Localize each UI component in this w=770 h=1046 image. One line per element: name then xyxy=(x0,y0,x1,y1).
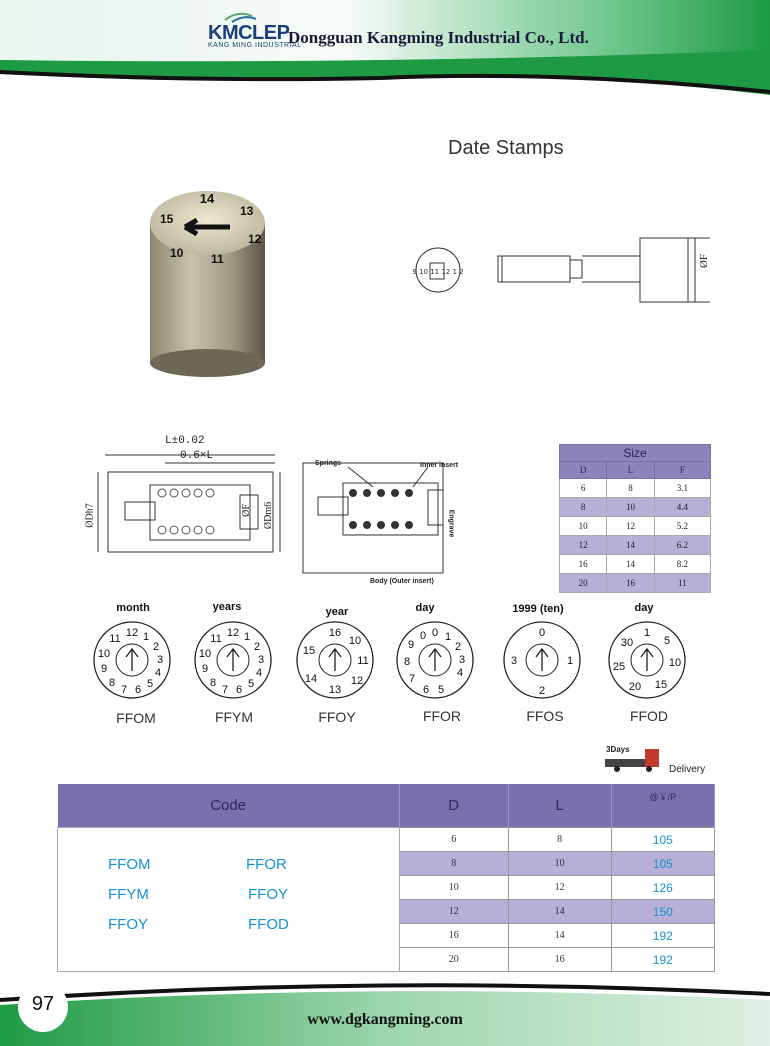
svg-text:14: 14 xyxy=(304,673,318,685)
code-item: FFOD xyxy=(248,916,289,933)
page-number: 97 xyxy=(31,993,55,1015)
size-row xyxy=(560,498,711,517)
svg-text:1: 1 xyxy=(243,631,251,643)
svg-text:10: 10 xyxy=(170,246,184,260)
dial-ffor xyxy=(397,622,473,698)
size-cell: 14 xyxy=(607,555,654,574)
d-cell: 20 xyxy=(399,948,508,972)
dh7-label: ØDh7 xyxy=(84,503,96,528)
l-cell: 10 xyxy=(508,852,611,876)
code-item: FFOR xyxy=(246,856,287,873)
length-dimension: L±0.02 xyxy=(165,435,205,447)
delivery-label: Delivery xyxy=(669,764,706,775)
svg-text:16: 16 xyxy=(328,627,342,639)
svg-text:1: 1 xyxy=(643,627,651,639)
svg-text:5: 5 xyxy=(247,678,255,690)
svg-text:10: 10 xyxy=(348,635,362,647)
size-cell: 20 xyxy=(560,574,607,593)
svg-text:7: 7 xyxy=(408,673,416,685)
footer-banner xyxy=(0,960,770,1046)
engrave-label: Engrave xyxy=(447,509,455,538)
svg-text:8: 8 xyxy=(108,677,116,689)
svg-text:13: 13 xyxy=(240,204,254,218)
size-cell: 10 xyxy=(560,517,607,536)
svg-text:6: 6 xyxy=(235,684,243,696)
d-cell: 16 xyxy=(399,924,508,948)
price-header-price: @￥/P xyxy=(611,784,714,828)
svg-text:3: 3 xyxy=(156,654,164,666)
dial-ffod xyxy=(609,622,685,698)
price-cell: 126 xyxy=(611,876,714,900)
svg-text:3: 3 xyxy=(458,654,466,666)
date-stamp-photo xyxy=(145,185,270,380)
svg-text:15: 15 xyxy=(302,645,316,657)
svg-text:4: 4 xyxy=(154,667,162,679)
svg-text:30: 30 xyxy=(620,637,634,649)
d-cell: 6 xyxy=(399,828,508,852)
delivery-days-badge: 3Days xyxy=(606,745,630,754)
company-logo: KMCLEP xyxy=(208,22,290,44)
svg-text:1: 1 xyxy=(566,655,574,667)
price-header-d: D xyxy=(399,784,508,828)
price-cell: 192 xyxy=(611,948,714,972)
l-cell: 16 xyxy=(508,948,611,972)
svg-text:5: 5 xyxy=(663,635,671,647)
d-cell: 8 xyxy=(399,852,508,876)
svg-text:13: 13 xyxy=(328,684,342,696)
price-cell: 105 xyxy=(611,852,714,876)
dial-top-label-years: years xyxy=(212,601,242,613)
svg-text:8: 8 xyxy=(209,677,217,689)
svg-text:5: 5 xyxy=(437,684,445,696)
svg-text:7: 7 xyxy=(120,684,128,696)
size-cell: 11 xyxy=(654,574,710,593)
svg-text:12: 12 xyxy=(125,627,139,639)
dial-code-ffoy: FFOY xyxy=(318,709,356,725)
svg-text:12: 12 xyxy=(248,232,262,246)
svg-text:7: 7 xyxy=(221,684,229,696)
company-logo-subtitle: KANG MING INDUSTRIAL xyxy=(208,42,302,49)
price-cell: 105 xyxy=(611,828,714,852)
size-cell: 14 xyxy=(607,536,654,555)
svg-text:9 10 11 12 1 2: 9 10 11 12 1 2 xyxy=(412,268,464,276)
svg-text:3: 3 xyxy=(510,655,518,667)
l-cell: 14 xyxy=(508,924,611,948)
table-row xyxy=(58,828,715,852)
svg-text:2: 2 xyxy=(253,641,261,653)
svg-text:4: 4 xyxy=(456,667,464,679)
svg-text:6: 6 xyxy=(134,684,142,696)
size-cell: 8 xyxy=(607,479,654,498)
svg-text:11: 11 xyxy=(109,633,121,645)
d-cell: 12 xyxy=(399,900,508,924)
size-cell: 8 xyxy=(560,498,607,517)
dial-top-label-day: day xyxy=(415,602,435,614)
svg-text:15: 15 xyxy=(654,679,668,691)
dial-code-ffom: FFOM xyxy=(116,710,156,726)
dial-ffoy xyxy=(297,622,373,698)
dial-top-label-month: month xyxy=(116,602,150,614)
svg-text:5: 5 xyxy=(146,678,154,690)
price-cell: 150 xyxy=(611,900,714,924)
size-header-f: F xyxy=(654,462,710,479)
l-cell: 8 xyxy=(508,828,611,852)
svg-text:10: 10 xyxy=(97,648,111,660)
code-item: FFOY xyxy=(248,886,288,903)
svg-text:2: 2 xyxy=(152,641,160,653)
svg-text:0: 0 xyxy=(419,630,427,642)
size-cell: 8.2 xyxy=(654,555,710,574)
svg-text:14: 14 xyxy=(199,191,215,206)
website-link[interactable]: www.dgkangming.com xyxy=(307,1011,463,1028)
svg-text:2: 2 xyxy=(538,685,546,697)
code-list xyxy=(58,828,400,972)
size-cell: 16 xyxy=(607,574,654,593)
dial-row xyxy=(90,620,750,705)
d-cell: 10 xyxy=(399,876,508,900)
dial-ffom xyxy=(94,622,170,698)
svg-text:1: 1 xyxy=(142,631,150,643)
l-cell: 12 xyxy=(508,876,611,900)
size-cell: 10 xyxy=(607,498,654,517)
body-label: Body (Outer insert) xyxy=(370,578,434,585)
dial-code-ffym: FFYM xyxy=(214,709,254,725)
svg-text:6: 6 xyxy=(422,684,430,696)
svg-text:0: 0 xyxy=(431,627,439,639)
size-cell: 5.2 xyxy=(654,517,710,536)
dial-code-ffor: FFOR xyxy=(422,708,462,724)
size-cell: 6.2 xyxy=(654,536,710,555)
dial-top-label-ten: 1999 (ten) xyxy=(512,603,564,615)
size-row xyxy=(560,517,711,536)
svg-text:12: 12 xyxy=(226,627,240,639)
dial-top-label-day: day xyxy=(634,602,654,614)
springs-label: Springs xyxy=(315,460,342,467)
size-row xyxy=(560,479,711,498)
size-row xyxy=(560,574,711,593)
size-cell: 12 xyxy=(560,536,607,555)
size-row xyxy=(560,555,711,574)
size-cell: 4.4 xyxy=(654,498,710,517)
svg-text:11: 11 xyxy=(210,633,222,645)
svg-text:9: 9 xyxy=(407,639,415,651)
svg-text:9: 9 xyxy=(100,663,108,675)
page-title: Date Stamps xyxy=(448,137,564,159)
size-row xyxy=(560,536,711,555)
svg-text:10: 10 xyxy=(668,657,682,669)
size-table-title: Size xyxy=(560,445,711,462)
inner-insert-label: Inner insert xyxy=(420,462,459,469)
size-table xyxy=(559,444,711,593)
code-item: FFOM xyxy=(108,856,151,873)
price-table xyxy=(57,784,715,972)
svg-text:12: 12 xyxy=(350,675,364,687)
dial-code-ffos: FFOS xyxy=(526,708,564,724)
price-header-l: L xyxy=(508,784,611,828)
size-cell: 6 xyxy=(560,479,607,498)
svg-text:25: 25 xyxy=(612,661,626,673)
svg-text:20: 20 xyxy=(628,681,642,693)
assembly-drawing xyxy=(298,435,498,590)
dial-ffym xyxy=(195,622,271,698)
dial-top-label-year: year xyxy=(325,606,349,618)
svg-text:11: 11 xyxy=(211,252,224,266)
svg-text:9: 9 xyxy=(201,663,209,675)
price-cell: 192 xyxy=(611,924,714,948)
price-header-code: Code xyxy=(58,784,400,828)
svg-text:3: 3 xyxy=(257,654,265,666)
size-cell: 16 xyxy=(560,555,607,574)
dial-code-ffod: FFOD xyxy=(629,708,669,724)
code-item: FFYM xyxy=(108,886,149,903)
svg-text:8: 8 xyxy=(403,656,411,668)
svg-text:1: 1 xyxy=(444,631,452,643)
size-header-d: D xyxy=(560,462,607,479)
size-header-l: L xyxy=(607,462,654,479)
code-item: FFOY xyxy=(108,916,148,933)
svg-text:10: 10 xyxy=(198,648,212,660)
l-cell: 14 xyxy=(508,900,611,924)
svg-text:4: 4 xyxy=(255,667,263,679)
length-ratio: 0.6×L xyxy=(180,450,214,462)
svg-text:0: 0 xyxy=(538,627,546,639)
dm6-label: ØDm6 xyxy=(263,501,275,530)
side-view-drawing xyxy=(410,230,725,315)
f-label: ØF xyxy=(240,504,252,517)
f-dimension-label: ØF xyxy=(698,253,711,269)
size-cell: 12 xyxy=(607,517,654,536)
dial-ffos xyxy=(504,622,580,698)
size-cell: 3.1 xyxy=(654,479,710,498)
header-banner xyxy=(0,0,770,110)
svg-text:11: 11 xyxy=(357,655,369,667)
svg-text:15: 15 xyxy=(160,212,174,226)
svg-text:2: 2 xyxy=(454,641,462,653)
company-name: Dongguan Kangming Industrial Co., Ltd. xyxy=(288,28,589,47)
